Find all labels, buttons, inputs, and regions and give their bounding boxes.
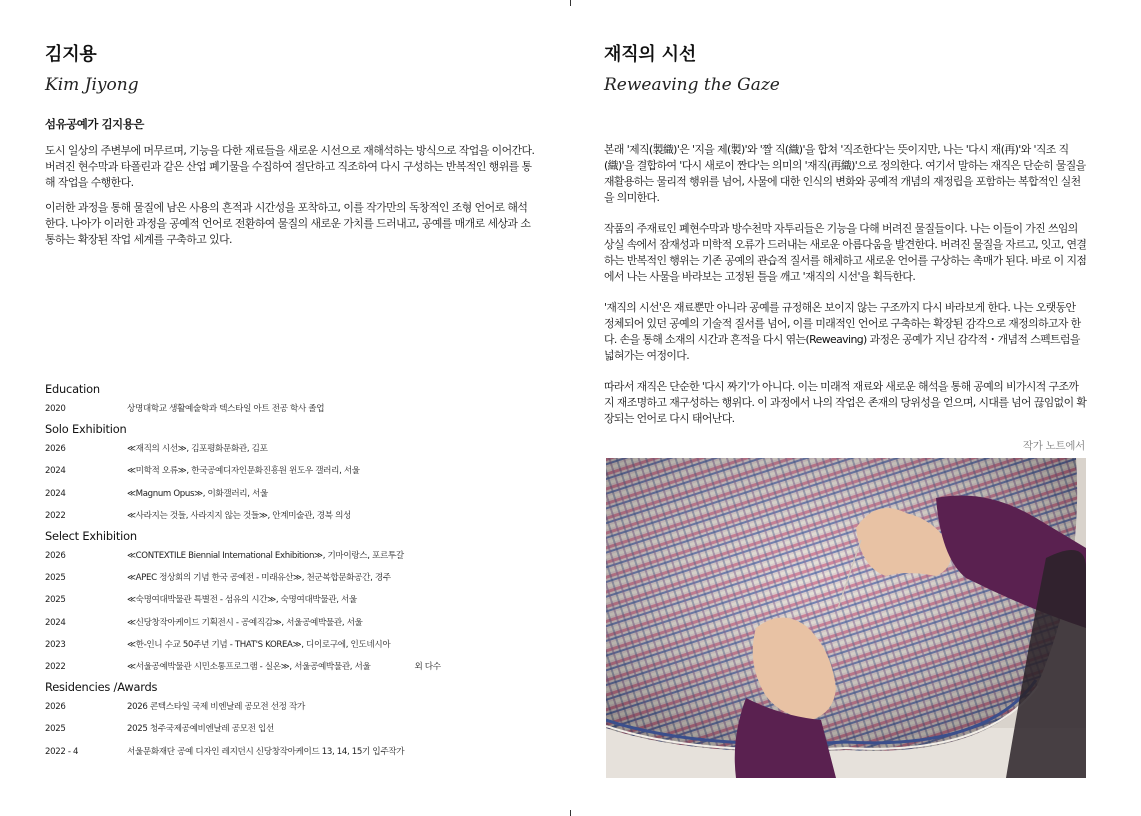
cv-entry: 2026 콘텍스타일 국제 비엔날레 공모전 선정 작가 (127, 702, 305, 713)
cv-year: 2024 (45, 617, 66, 628)
essay-paragraph-3: '재직의 시선'은 재료뿐만 아니라 공예를 규정해온 보이지 않는 구조까지 다시 바라보게 한다. 나는 오랫동안 정체되어 있던 공예의 기술적 질서를 넘어, 이를 미래적인 언어로 구축하는 확장된 감각으로 재정의하고자 한다. 손을 통해 소재의 시간과 흔적을 다시 엮는(Reweaving) 과정은 공예가 지닌 감각적・개념적 스펙트럼을 넓혀가는 여정이다. (604, 301, 1081, 362)
artist-intro-paragraph-1: 도시 일상의 주변부에 머무르며, 기능을 다한 재료들을 새로운 시선으로 재해석하는 방식으로 작업을 이어간다. 버려진 현수막과 타폴린과 같은 산업 폐기물을 수집하여 절단하고 직조하여 다시 구성하는 반복적인 행위를 통해 작업을 수행한다. (45, 144, 535, 189)
cv-row (45, 656, 545, 678)
cv-entry: ≪Magnum Opus≫, 이화갤러리, 서울 (127, 488, 268, 499)
essay-title-english: Reweaving the Gaze (604, 75, 780, 95)
cv-entry: 서울문화재단 공예 디자인 레지던시 신당창작아케이드 13, 14, 15기 입주작가 (127, 746, 405, 757)
artist-intro-paragraph-2: 이러한 과정을 통해 물질에 남은 사용의 흔적과 시간성을 포착하고, 이를 작가만의 독창적인 조형 언어로 해석한다. 나아가 이러한 과정을 공예적 언어로 전환하여 물질의 새로운 가치를 드러내고, 공예를 매개로 세상과 소통하는 확장된 작업 세계를 구축하고 있다. (45, 201, 531, 246)
cv-year: 2025 (45, 724, 66, 735)
cv-entry: ≪미학적 오류≫, 한국공예디자인문화진흥원 윈도우 갤러리, 서울 (127, 466, 360, 477)
cv-heading-education: Education (45, 382, 100, 396)
cv-year: 2020 (45, 404, 66, 414)
cv-year: 2026 (45, 551, 66, 562)
cv-row (45, 589, 545, 611)
cv-row (45, 567, 545, 589)
artist-intro-lead: 섬유공예가 김지용은 (45, 117, 144, 131)
cv-entry: ≪APEC 정상회의 기념 한국 공예전 - 미래유산≫, 천군복합문화공간, 경주 (127, 573, 391, 584)
left-page (45, 40, 535, 248)
cv-year: 2026 (45, 444, 66, 455)
crop-mark-top (570, 0, 571, 6)
cv-year: 2023 (45, 639, 66, 650)
artist-name-english: Kim Jiyong (45, 75, 139, 95)
cv-entry: ≪사라지는 것들, 사라지지 않는 것들≫, 안계미술관, 경북 의성 (127, 510, 351, 521)
hands-weaving-photo (606, 458, 1086, 778)
cv-row (45, 505, 545, 527)
right-page (604, 40, 1088, 452)
cv-year: 2025 (45, 595, 66, 606)
artist-name-korean: 김지용 (45, 44, 97, 65)
essay-paragraph-2: 작품의 주재료인 폐현수막과 방수천막 자투리들은 기능을 다해 버려진 물질들이다. 나는 이들이 가진 쓰임의 상실 속에서 잠재성과 미학적 오류가 드러내는 새로운 아름다움을 발견한다. 버려진 물질을 자르고, 잇고, 연결하는 반복적인 행위는 기존 공예의 관습적 질서를 해체하고 새로운 언어를 구상하는 촉매가 된다. 바로 이 지점에서 나는 사물을 바라보는 고정된 틀을 깨고 '재직의 시선'을 획득한다. (604, 222, 1087, 283)
cv-row (45, 741, 545, 763)
essay-title-korean: 재직의 시선 (604, 44, 697, 65)
cv-entry: ≪숙명여대박물관 특별전 - 섬유의 시간≫, 숙명여대박물관, 서울 (127, 595, 357, 606)
cv-year: 2025 (45, 573, 66, 584)
cv-row (45, 460, 545, 482)
cv-heading-residency: Residencies /Awards (45, 680, 158, 695)
cv-year: 2026 (45, 702, 66, 713)
artist-cv (45, 380, 545, 763)
essay-paragraph-1: 본래 '제직(製織)'은 '지을 제(製)'와 '짤 직(織)'을 합쳐 '직조한다'는 뜻이지만, 나는 '다시 재(再)'와 '직조 직(織)'을 결합하여 '다시 새로이 짠다'는 의미의 '재직(再織)'으로 정의한다. 여기서 말하는 재직은 단순히 물질을 재활용하는 물리적 행위를 넘어, 사물에 대한 인식의 변화와 공예적 개념의 재정립을 포함하는 복합적인 실천을 의미한다. (604, 143, 1086, 204)
cv-year: 2022 (45, 510, 66, 521)
cv-row (45, 545, 545, 567)
cv-entry: ≪CONTEXTILE Biennial International Exhibition≫, 기마이랑스, 포르투갈 (127, 551, 404, 562)
essay-body (604, 142, 1088, 427)
cv-heading-select: Select Exhibition (45, 529, 137, 544)
cv-row (45, 438, 545, 460)
cv-heading-solo: Solo Exhibition (45, 422, 127, 437)
cv-row (45, 483, 545, 505)
cv-entry: ≪재직의 시선≫, 김포평화문화관, 김포 (127, 444, 268, 455)
cv-row (45, 696, 545, 718)
cv-year: 2022 - 4 (45, 746, 79, 757)
cv-year: 2024 (45, 466, 66, 477)
cv-row (45, 634, 545, 656)
cv-entry: ≪신당창작아케이드 기획전시 - 공예직감≫, 서울공예박물관, 서울 (127, 617, 363, 628)
cv-year: 2024 (45, 488, 66, 499)
weaving-illustration (606, 458, 1086, 778)
cv-others-note: 외 다수 (414, 662, 441, 673)
cv-year: 2022 (45, 662, 66, 673)
crop-mark-bottom (570, 810, 571, 816)
cv-entry: 상명대학교 생활예술학과 텍스타일 아트 전공 학사 졸업 (127, 404, 325, 414)
cv-row (45, 718, 545, 740)
essay-source-note: 작가 노트에서 (1022, 440, 1085, 452)
cv-entry: 2025 청주국제공예비엔날레 공모전 입선 (127, 724, 274, 735)
cv-row (45, 612, 545, 634)
essay-paragraph-4: 따라서 재직은 단순한 '다시 짜기'가 아니다. 이는 미래적 재료와 새로운 해석을 통해 공예의 비가시적 구조까지 재조명하고 재구성하는 행위다. 이 과정에서 나의 작업은 존재의 당위성을 얻으며, 시대를 넘어 끊임없이 확장되는 언어로 다시 태어난다. (604, 380, 1087, 425)
cv-row (45, 398, 545, 420)
cv-entry: ≪한-인니 수교 50주년 기념 - THAT'S KOREA≫, 디이로구에, 인도네시아 (127, 639, 391, 650)
cv-entry: ≪서울공예박물관 시민소통프로그램 - 실온≫, 서울공예박물관, 서울 (127, 662, 371, 673)
